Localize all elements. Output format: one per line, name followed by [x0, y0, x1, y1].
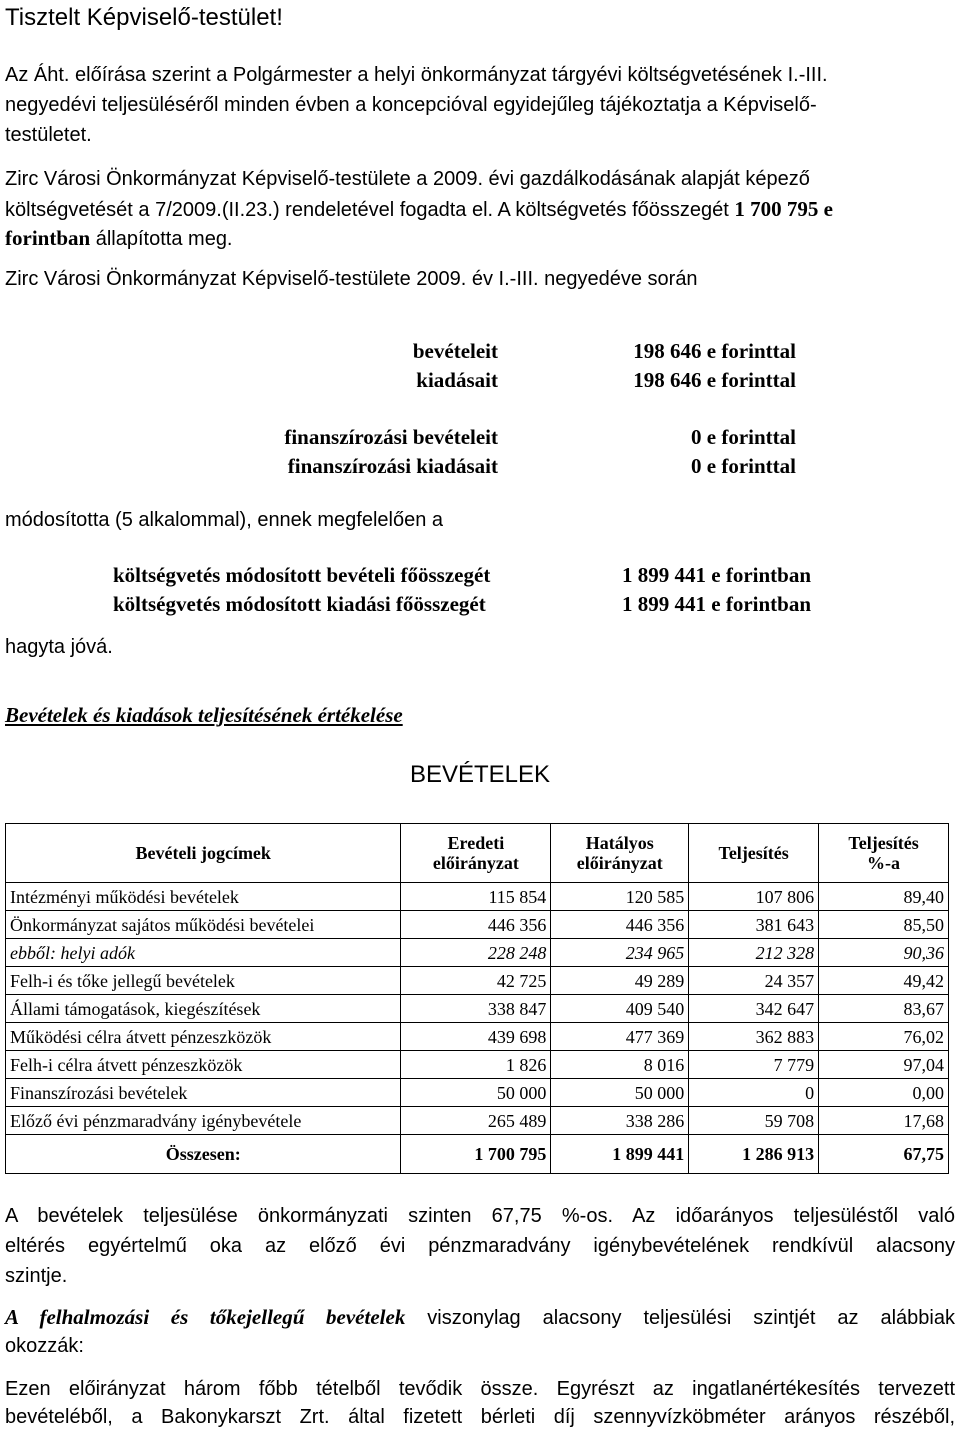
section-title: Bevételek és kiadások teljesítésének értékelése — [5, 703, 403, 727]
total-original: 1 700 795 — [401, 1135, 551, 1174]
row-current: 8 016 — [551, 1051, 689, 1079]
modified-value: 1 899 441 e forintban — [622, 563, 811, 587]
row-name: Finanszírozási bevételek — [6, 1079, 401, 1107]
budget-line-2 — [5, 197, 833, 222]
capital-heading: A felhalmozási és tőkejellegű bevételek — [5, 1305, 406, 1329]
header-completion-pct: Teljesítés %-a — [819, 824, 949, 883]
intro-line-1: Az Áht. előírása szerint a Polgármester a helyi önkormányzat tárgyévi költségvetésének I.-III. — [5, 64, 828, 86]
row-name: Intézményi működési bevételek — [6, 883, 401, 911]
row-pct: 17,68 — [819, 1107, 949, 1135]
row-completion: 59 708 — [689, 1107, 819, 1135]
row-completion: 381 643 — [689, 911, 819, 939]
capital-line-1-text: viszonylag alacsony teljesülési szintjét az alábbiak — [405, 1307, 955, 1329]
row-name: Felh-i és tőke jellegű bevételek — [6, 967, 401, 995]
header-title: Bevételi jogcímek — [6, 824, 401, 883]
row-original: 338 847 — [401, 995, 551, 1023]
row-pct: 49,42 — [819, 967, 949, 995]
table-total-row — [6, 1135, 949, 1174]
table-row — [6, 1051, 949, 1079]
row-current: 50 000 — [551, 1079, 689, 1107]
row-pct: 97,04 — [819, 1051, 949, 1079]
last-line-2: bevételéből, a Bakonykarszt Zrt. által fizetett bérleti díj szennyvízköbméter arányos részéből, — [5, 1406, 955, 1428]
last-line-1: Ezen előirányzat három főbb tételből tevődik össze. Egyrészt az ingatlanértékesítés tervezett — [5, 1378, 955, 1400]
row-completion: 212 328 — [689, 939, 819, 967]
row-name: Önkormányzat sajátos működési bevételei — [6, 911, 401, 939]
row-name: Felh-i célra átvett pénzeszközök — [6, 1051, 401, 1079]
capital-line-2: okozzák: — [5, 1335, 84, 1357]
intro-line-2: negyedévi teljesüléséről minden évben a koncepcióval egyidejűleg tájékoztatja a Képviselő- — [5, 94, 817, 116]
row-name: ebből: helyi adók — [6, 939, 401, 967]
row-pct: 85,50 — [819, 911, 949, 939]
row-original: 50 000 — [401, 1079, 551, 1107]
budget-line-3 — [5, 226, 233, 251]
capital-line-1 — [5, 1305, 955, 1330]
modified-line: módosította (5 alkalommal), ennek megfelelően a — [5, 509, 444, 531]
total-current: 1 899 441 — [551, 1135, 689, 1174]
row-pct: 0,00 — [819, 1079, 949, 1107]
eval-line-2: eltérés egyértelmű oka az előző évi pénzmaradvány igénybevételének rendkívül alacsony — [5, 1235, 955, 1257]
summary-value: 198 646 e forinttal — [633, 368, 796, 392]
row-completion: 24 357 — [689, 967, 819, 995]
summary-value: 0 e forinttal — [691, 454, 796, 478]
header-current: Hatályos előirányzat — [551, 824, 689, 883]
table-row — [6, 939, 949, 967]
budget-line-3-text: állapította meg. — [90, 228, 233, 250]
revenue-table — [5, 823, 949, 1174]
eval-line-1: A bevételek teljesülése önkormányzati szinten 67,75 %-os. Az időarányos teljesüléstől való — [5, 1205, 955, 1227]
row-completion: 0 — [689, 1079, 819, 1107]
row-completion: 362 883 — [689, 1023, 819, 1051]
summary-label: finanszírozási kiadásait — [287, 454, 498, 478]
row-name: Működési célra átvett pénzeszközök — [6, 1023, 401, 1051]
row-pct: 89,40 — [819, 883, 949, 911]
table-row — [6, 911, 949, 939]
summary-value: 198 646 e forinttal — [633, 339, 796, 363]
approved-line: hagyta jóvá. — [5, 636, 113, 658]
budget-currency: forintban — [5, 226, 91, 250]
budget-line-2-text: költségvetését a 7/2009.(II.23.) rendeletével fogadta el. A költségvetés főösszegét — [5, 199, 735, 221]
total-label: Összesen: — [6, 1135, 401, 1174]
row-original: 228 248 — [401, 939, 551, 967]
row-original: 42 725 — [401, 967, 551, 995]
budget-line-1: Zirc Városi Önkormányzat Képviselő-testülete a 2009. évi gazdálkodásának alapját képező — [5, 168, 810, 190]
summary-label: kiadásait — [416, 368, 498, 392]
row-completion: 107 806 — [689, 883, 819, 911]
row-original: 439 698 — [401, 1023, 551, 1051]
modified-label: költségvetés módosított kiadási főösszegét — [113, 592, 486, 616]
modified-value: 1 899 441 e forintban — [622, 592, 811, 616]
summary-label: finanszírozási bevételeit — [284, 425, 498, 449]
quarter-line: Zirc Városi Önkormányzat Képviselő-testülete 2009. év I.-III. negyedéve során — [5, 268, 698, 290]
row-pct: 90,36 — [819, 939, 949, 967]
row-original: 265 489 — [401, 1107, 551, 1135]
row-name: Állami támogatások, kiegészítések — [6, 995, 401, 1023]
total-pct: 67,75 — [819, 1135, 949, 1174]
modified-label: költségvetés módosított bevételi főösszegét — [113, 563, 491, 587]
table-row — [6, 1107, 949, 1135]
table-row — [6, 1023, 949, 1051]
row-original: 115 854 — [401, 883, 551, 911]
row-pct: 83,67 — [819, 995, 949, 1023]
summary-value: 0 e forinttal — [691, 425, 796, 449]
budget-total: 1 700 795 e — [734, 197, 833, 221]
row-original: 446 356 — [401, 911, 551, 939]
eval-line-3: szintje. — [5, 1265, 68, 1287]
row-current: 446 356 — [551, 911, 689, 939]
row-current: 49 289 — [551, 967, 689, 995]
row-completion: 342 647 — [689, 995, 819, 1023]
salutation: Tisztelt Képviselő-testület! — [5, 4, 283, 31]
total-completion: 1 286 913 — [689, 1135, 819, 1174]
table-header-row — [6, 824, 949, 883]
table-row — [6, 883, 949, 911]
row-pct: 76,02 — [819, 1023, 949, 1051]
row-current: 338 286 — [551, 1107, 689, 1135]
table-row — [6, 995, 949, 1023]
table-row — [6, 967, 949, 995]
row-current: 120 585 — [551, 883, 689, 911]
header-original: Eredeti előirányzat — [401, 824, 551, 883]
summary-label: bevételeit — [412, 339, 498, 363]
row-current: 409 540 — [551, 995, 689, 1023]
row-current: 477 369 — [551, 1023, 689, 1051]
row-original: 1 826 — [401, 1051, 551, 1079]
table-row — [6, 1079, 949, 1107]
row-current: 234 965 — [551, 939, 689, 967]
row-completion: 7 779 — [689, 1051, 819, 1079]
row-name: Előző évi pénzmaradvány igénybevétele — [6, 1107, 401, 1135]
table-title: BEVÉTELEK — [409, 761, 551, 788]
header-completion: Teljesítés — [689, 824, 819, 883]
intro-line-3: testületet. — [5, 124, 92, 146]
